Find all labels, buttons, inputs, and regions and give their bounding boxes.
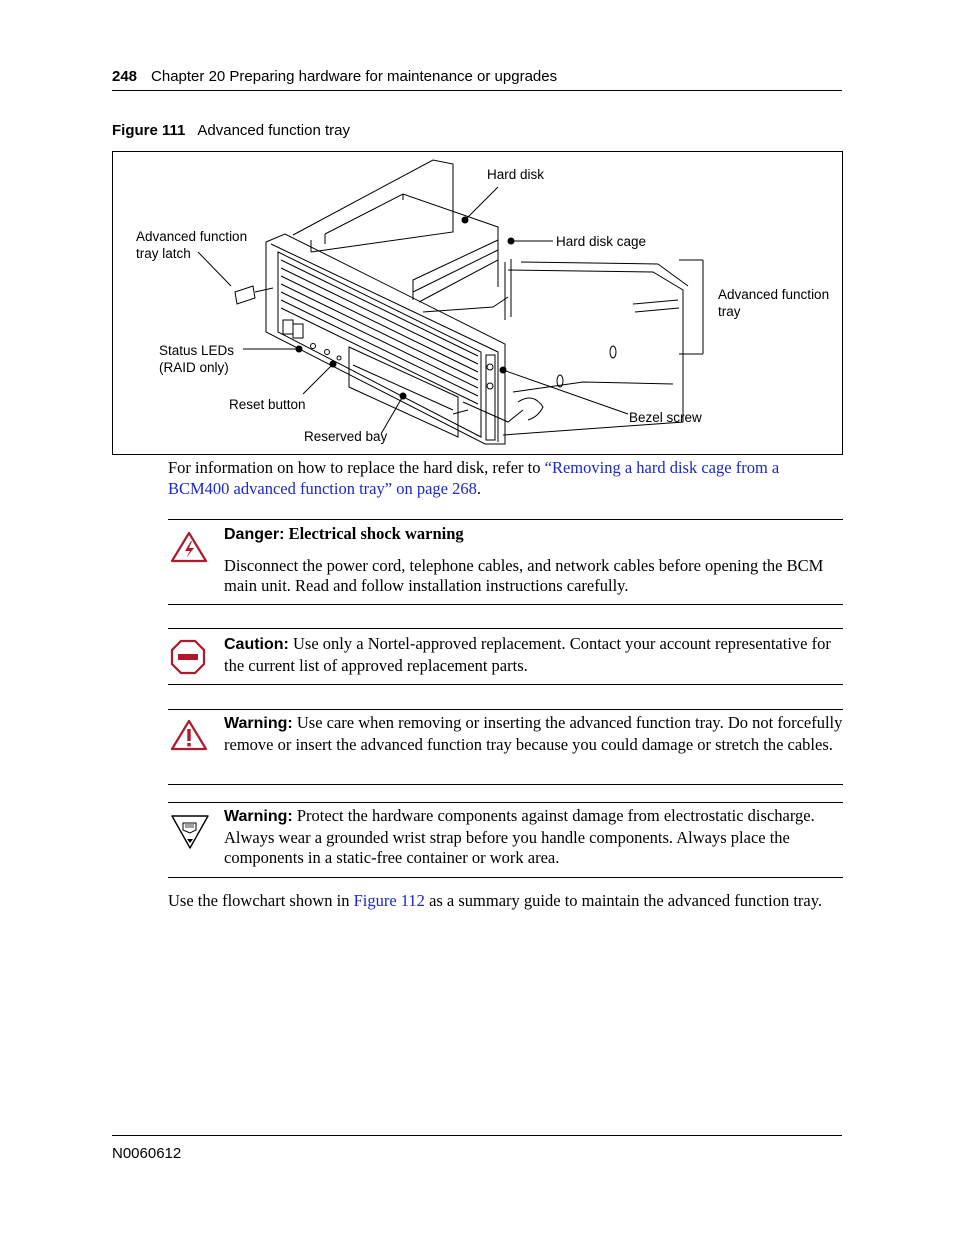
label-bezel-screw: Bezel screw [629,410,702,425]
caution-keyword: Caution: [224,636,289,653]
label-tray-latch: Advanced function tray latch [136,229,248,261]
label-hard-disk: Hard disk [487,167,545,182]
exclamation-triangle-icon [170,719,208,751]
warning-text: Use care when removing or inserting the advanced function tray. Do not forcefully remove or insert the advanced function tray because you could damage or stretch the cables. [224,713,843,754]
danger-notice [168,519,843,605]
label-advanced-function-tray: Advanced function tray [718,287,830,319]
chapter-title: Chapter 20 Preparing hardware for maintenance or upgrades [151,68,558,85]
link-removing-hard-disk-cage[interactable]: “Removing a hard disk cage from a BCM400 advanced function tray” on page 268 [168,458,780,498]
page-number: 248 [112,68,138,85]
link-figure-112[interactable]: Figure 112 [353,891,425,910]
caution-text: Use only a Nortel-approved replacement. Contact your account representative for the current list of approved replacement parts. [224,634,831,675]
esd-warning-notice [168,802,843,878]
running-header [112,68,842,85]
outro-paragraph [168,891,843,912]
intro-text-end: . [476,478,481,498]
footer-rule [112,1135,842,1136]
document-id: N0060612 [112,1145,182,1162]
danger-keyword: Danger: [224,526,285,543]
electrical-shock-icon [170,531,208,563]
outro-text-end: as a summary guide to maintain the advanced function tray. [424,891,823,910]
figure-title: Advanced function tray [197,122,350,139]
label-hard-disk-cage: Hard disk cage [556,234,647,249]
label-reset-button: Reset button [229,397,306,412]
figure-advanced-function-tray [112,151,843,455]
danger-subtitle: Electrical shock warning [288,524,464,543]
esd-icon [170,814,210,850]
intro-text: For information on how to replace the hard disk, refer to [168,458,545,477]
esd-warning-text: Protect the hardware components against damage from electrostatic discharge. Always wear a grounded wrist strap before you handle components. Always place the components in a static-free container or work area. [224,806,815,867]
stop-icon [170,639,206,675]
header-rule [112,90,842,91]
intro-paragraph [168,458,843,499]
danger-text: Disconnect the power cord, telephone cables, and network cables before opening the BCM main unit. Read and follow installation instructions carefully. [224,555,824,595]
outro-text: Use the flowchart shown in [168,891,354,910]
esd-warning-keyword: Warning: [224,808,293,825]
figure-caption [112,122,350,139]
label-reserved-bay: Reserved bay [304,429,388,444]
warning-keyword: Warning: [224,715,293,732]
label-status-leds: Status LEDs (RAID only) [159,343,235,375]
caution-notice [168,628,843,685]
figure-number: Figure 111 [112,122,186,139]
warning-notice [168,709,843,785]
